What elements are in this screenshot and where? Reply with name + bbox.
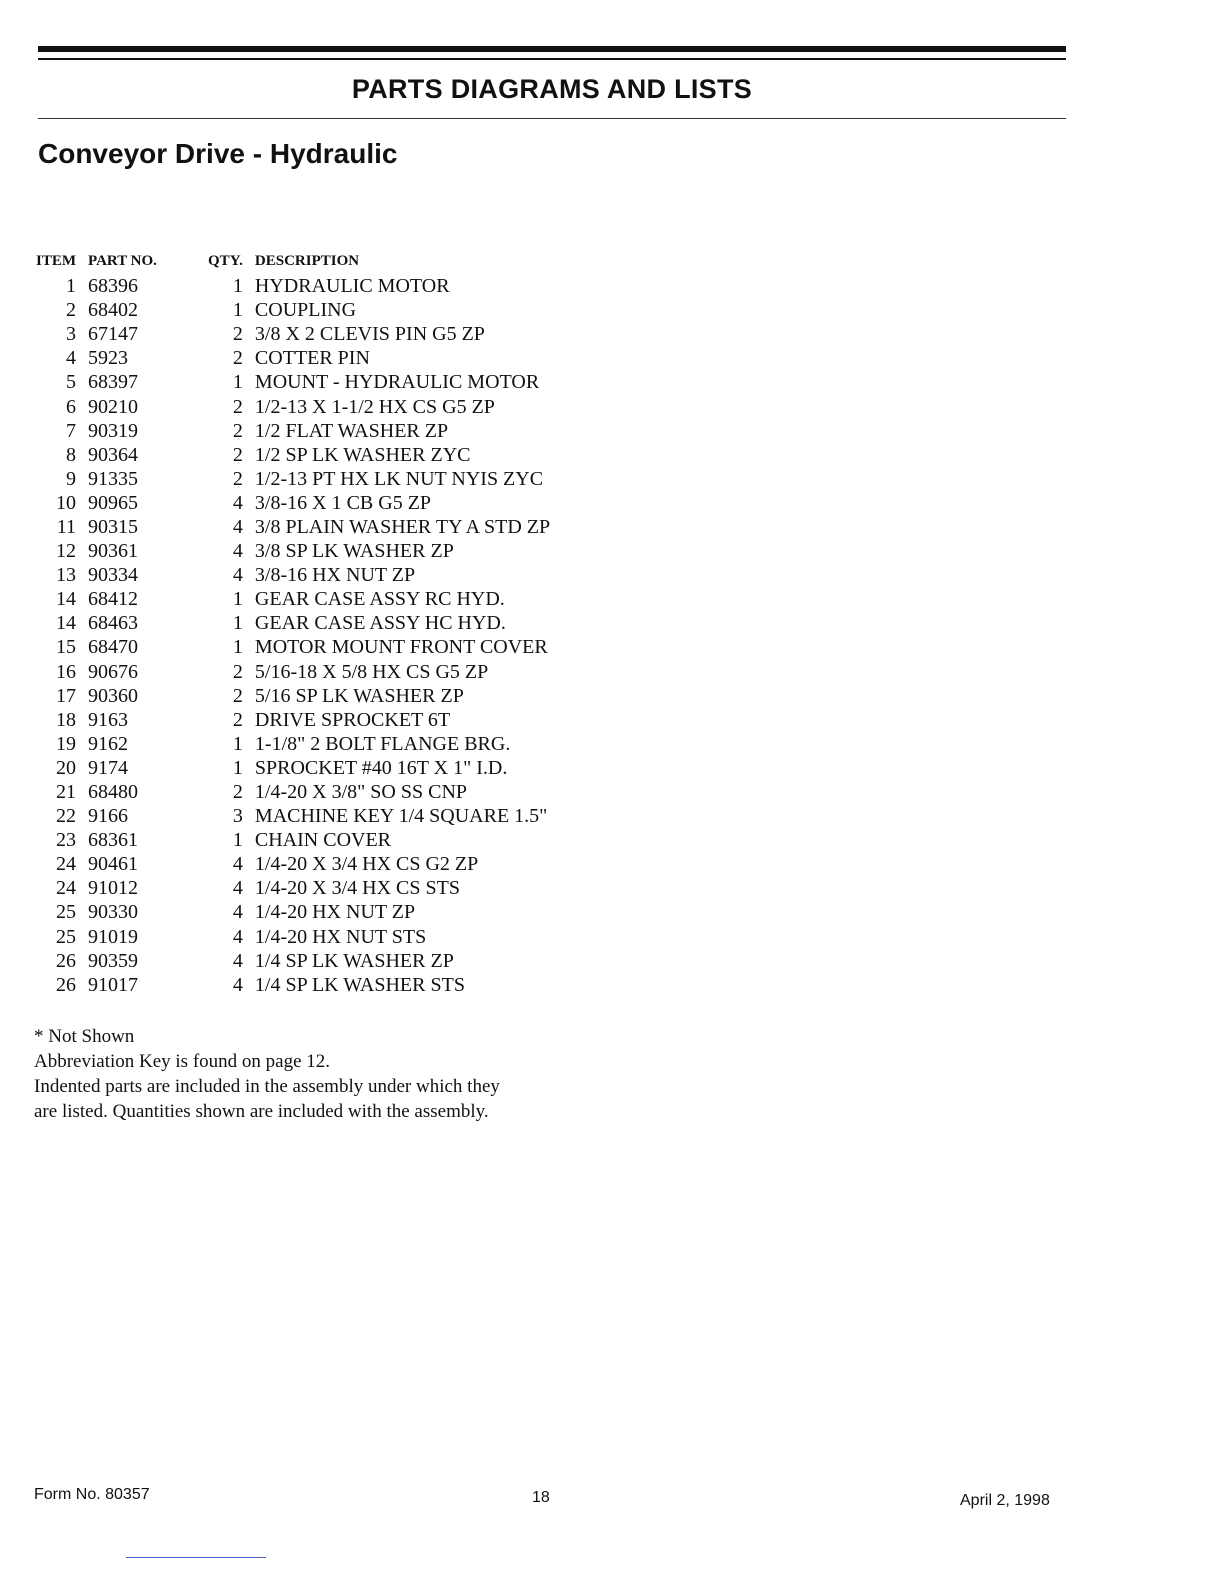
- cell-item: 25: [56, 925, 77, 948]
- table-row: [34, 419, 550, 443]
- cell-qty: 3: [232, 805, 243, 828]
- cell-part-no: 90461: [88, 853, 139, 876]
- cell-description: 3/8 PLAIN WASHER TY A STD ZP: [254, 515, 551, 538]
- cell-item: 14: [56, 588, 77, 611]
- cell-description: 1/4 SP LK WASHER STS: [254, 973, 465, 996]
- cell-qty: 1: [232, 756, 243, 779]
- cell-item: 18: [56, 708, 77, 731]
- header-divider: [38, 118, 1066, 119]
- cell-description: GEAR CASE ASSY HC HYD.: [254, 612, 506, 635]
- cell-part-no: 9166: [88, 805, 129, 828]
- cell-item: 15: [56, 636, 77, 659]
- note-abbreviation: Abbreviation Key is found on page 12.: [34, 1051, 331, 1072]
- cell-item: 21: [56, 781, 77, 804]
- cell-description: COTTER PIN: [254, 347, 370, 370]
- cell-part-no: 9163: [88, 708, 129, 731]
- cell-part-no: 90315: [88, 515, 139, 538]
- cell-description: 5/16 SP LK WASHER ZP: [254, 684, 464, 707]
- cell-part-no: 5923: [88, 347, 129, 370]
- cell-description: 5/16-18 X 5/8 HX CS G5 ZP: [254, 660, 489, 683]
- notes: [34, 1024, 500, 1124]
- cell-description: SPROCKET #40 16T X 1" I.D.: [254, 756, 508, 779]
- cell-part-no: 68397: [88, 371, 139, 394]
- cell-qty: 4: [232, 949, 243, 972]
- note-indented-line-2: are listed. Quantities shown are included with the assembly.: [34, 1101, 489, 1122]
- cell-qty: 4: [232, 491, 243, 514]
- table-header-row: [34, 248, 550, 274]
- cell-part-no: 68470: [88, 636, 139, 659]
- column-header-item: ITEM: [36, 252, 77, 269]
- cell-item: 16: [56, 660, 77, 683]
- cell-item: 7: [66, 419, 77, 442]
- cell-item: 8: [66, 443, 77, 466]
- cell-description: 1/2-13 X 1-1/2 HX CS G5 ZP: [254, 395, 495, 418]
- top-rule-thin: [38, 58, 1066, 60]
- table-row: [34, 804, 550, 828]
- cell-qty: 4: [232, 515, 243, 538]
- cell-part-no: 91019: [88, 925, 139, 948]
- cell-part-no: 90359: [88, 949, 139, 972]
- cell-item: 3: [66, 323, 77, 346]
- cell-qty: 4: [232, 973, 243, 996]
- column-header-part-no: PART NO.: [88, 252, 157, 269]
- cell-item: 26: [56, 949, 77, 972]
- cell-item: 4: [66, 347, 77, 370]
- table-row: [34, 491, 550, 515]
- cell-qty: 2: [232, 467, 243, 490]
- cell-qty: 4: [232, 853, 243, 876]
- cell-part-no: 68463: [88, 612, 139, 635]
- table-row: [34, 611, 550, 635]
- table-row: [34, 563, 550, 587]
- cell-item: 19: [56, 732, 77, 755]
- cell-part-no: 90210: [88, 395, 139, 418]
- cell-description: 1/2 SP LK WASHER ZYC: [254, 443, 471, 466]
- cell-description: MACHINE KEY 1/4 SQUARE 1.5": [254, 805, 548, 828]
- cell-qty: 4: [232, 540, 243, 563]
- cell-item: 24: [56, 877, 77, 900]
- cell-item: 6: [66, 395, 77, 418]
- table-row: [34, 274, 550, 298]
- cell-description: 3/8 X 2 CLEVIS PIN G5 ZP: [254, 323, 485, 346]
- table-row: [34, 635, 550, 659]
- top-rule-thick: [38, 46, 1066, 52]
- cell-description: 1/4-20 HX NUT ZP: [254, 901, 416, 924]
- table-row: [34, 756, 550, 780]
- cell-qty: 2: [232, 660, 243, 683]
- cell-description: MOUNT - HYDRAULIC MOTOR: [254, 371, 540, 394]
- table-row: [34, 949, 550, 973]
- cell-item: 2: [66, 299, 77, 322]
- cell-description: 1/2 FLAT WASHER ZP: [254, 419, 449, 442]
- table-row: [34, 708, 550, 732]
- cell-item: 14: [56, 612, 77, 635]
- footer-date: April 2, 1998: [960, 1492, 1050, 1509]
- table-row: [34, 876, 550, 900]
- cell-item: 17: [56, 684, 77, 707]
- cell-qty: 4: [232, 925, 243, 948]
- table-row: [34, 828, 550, 852]
- cell-description: 1/2-13 PT HX LK NUT NYIS ZYC: [254, 467, 544, 490]
- cell-qty: 2: [232, 347, 243, 370]
- cell-item: 10: [56, 491, 77, 514]
- cell-qty: 1: [232, 588, 243, 611]
- cell-qty: 1: [232, 299, 243, 322]
- cell-description: 1/4-20 HX NUT STS: [254, 925, 427, 948]
- table-row: [34, 900, 550, 924]
- cell-part-no: 68412: [88, 588, 139, 611]
- table-row: [34, 684, 550, 708]
- cell-item: 23: [56, 829, 77, 852]
- table-row: [34, 443, 550, 467]
- cell-description: 1/4-20 X 3/4 HX CS STS: [254, 877, 460, 900]
- table-row: [34, 780, 550, 804]
- cell-item: 26: [56, 973, 77, 996]
- cell-item: 22: [56, 805, 77, 828]
- cell-description: 3/8 SP LK WASHER ZP: [254, 540, 454, 563]
- cell-part-no: 90676: [88, 660, 139, 683]
- table-row: [34, 322, 550, 346]
- cell-part-no: 68396: [88, 275, 139, 298]
- column-header-qty: QTY.: [208, 252, 243, 269]
- cell-item: 9: [66, 467, 77, 490]
- cell-qty: 1: [232, 612, 243, 635]
- cell-description: HYDRAULIC MOTOR: [254, 275, 450, 298]
- table-row: [34, 346, 550, 370]
- cell-part-no: 67147: [88, 323, 139, 346]
- cell-description: 3/8-16 X 1 CB G5 ZP: [254, 491, 432, 514]
- cell-qty: 4: [232, 564, 243, 587]
- cell-item: 1: [66, 275, 77, 298]
- table-row: [34, 732, 550, 756]
- cell-item: 13: [56, 564, 77, 587]
- cell-qty: 1: [232, 275, 243, 298]
- cell-description: 1/4-20 X 3/8" SO SS CNP: [254, 781, 468, 804]
- cell-item: 12: [56, 540, 77, 563]
- cell-description: 1/4 SP LK WASHER ZP: [254, 949, 454, 972]
- cell-part-no: 90965: [88, 491, 139, 514]
- cell-part-no: 9162: [88, 732, 129, 755]
- cell-part-no: 68402: [88, 299, 139, 322]
- cell-qty: 2: [232, 684, 243, 707]
- cell-item: 25: [56, 901, 77, 924]
- cell-description: 1-1/8" 2 BOLT FLANGE BRG.: [254, 732, 511, 755]
- cell-item: 24: [56, 853, 77, 876]
- cell-part-no: 90361: [88, 540, 139, 563]
- cell-description: COUPLING: [254, 299, 357, 322]
- note-not-shown: * Not Shown: [34, 1026, 135, 1047]
- cell-description: DRIVE SPROCKET 6T: [254, 708, 451, 731]
- cell-description: CHAIN COVER: [254, 829, 392, 852]
- cell-qty: 1: [232, 371, 243, 394]
- cell-qty: 1: [232, 829, 243, 852]
- cell-description: GEAR CASE ASSY RC HYD.: [254, 588, 505, 611]
- cell-description: 3/8-16 HX NUT ZP: [254, 564, 416, 587]
- cell-qty: 2: [232, 395, 243, 418]
- cell-description: MOTOR MOUNT FRONT COVER: [254, 636, 548, 659]
- bottom-link-underline: [126, 1557, 266, 1558]
- cell-part-no: 90330: [88, 901, 139, 924]
- cell-part-no: 68361: [88, 829, 139, 852]
- table-row: [34, 660, 550, 684]
- cell-qty: 2: [232, 323, 243, 346]
- note-indented-line-1: Indented parts are included in the assembly under which they: [34, 1076, 500, 1097]
- table-row: [34, 298, 550, 322]
- table-row: [34, 925, 550, 949]
- footer-form-number: Form No. 80357: [34, 1486, 150, 1503]
- cell-qty: 2: [232, 419, 243, 442]
- table-row: [34, 394, 550, 418]
- cell-part-no: 90364: [88, 443, 139, 466]
- cell-item: 5: [66, 371, 77, 394]
- cell-qty: 2: [232, 781, 243, 804]
- column-header-description: DESCRIPTION: [254, 252, 360, 269]
- cell-part-no: 91017: [88, 973, 139, 996]
- table-row: [34, 370, 550, 394]
- table-row: [34, 539, 550, 563]
- table-row: [34, 467, 550, 491]
- table-row: [34, 852, 550, 876]
- page-title: Conveyor Drive - Hydraulic: [38, 138, 398, 169]
- cell-qty: 1: [232, 636, 243, 659]
- cell-part-no: 90334: [88, 564, 139, 587]
- table-row: [34, 973, 550, 997]
- cell-description: 1/4-20 X 3/4 HX CS G2 ZP: [254, 853, 479, 876]
- cell-part-no: 90360: [88, 684, 139, 707]
- cell-item: 11: [56, 515, 77, 538]
- cell-part-no: 90319: [88, 419, 139, 442]
- cell-part-no: 91335: [88, 467, 139, 490]
- cell-part-no: 68480: [88, 781, 139, 804]
- cell-qty: 1: [232, 732, 243, 755]
- cell-item: 20: [56, 756, 77, 779]
- cell-part-no: 91012: [88, 877, 139, 900]
- parts-table-body: [34, 274, 550, 997]
- section-header: PARTS DIAGRAMS AND LISTS: [351, 74, 753, 104]
- cell-qty: 2: [232, 443, 243, 466]
- table-row: [34, 515, 550, 539]
- cell-qty: 4: [232, 901, 243, 924]
- parts-table: [34, 248, 550, 997]
- footer-page-number: 18: [532, 1489, 550, 1506]
- cell-qty: 4: [232, 877, 243, 900]
- cell-part-no: 9174: [88, 756, 129, 779]
- table-row: [34, 587, 550, 611]
- cell-qty: 2: [232, 708, 243, 731]
